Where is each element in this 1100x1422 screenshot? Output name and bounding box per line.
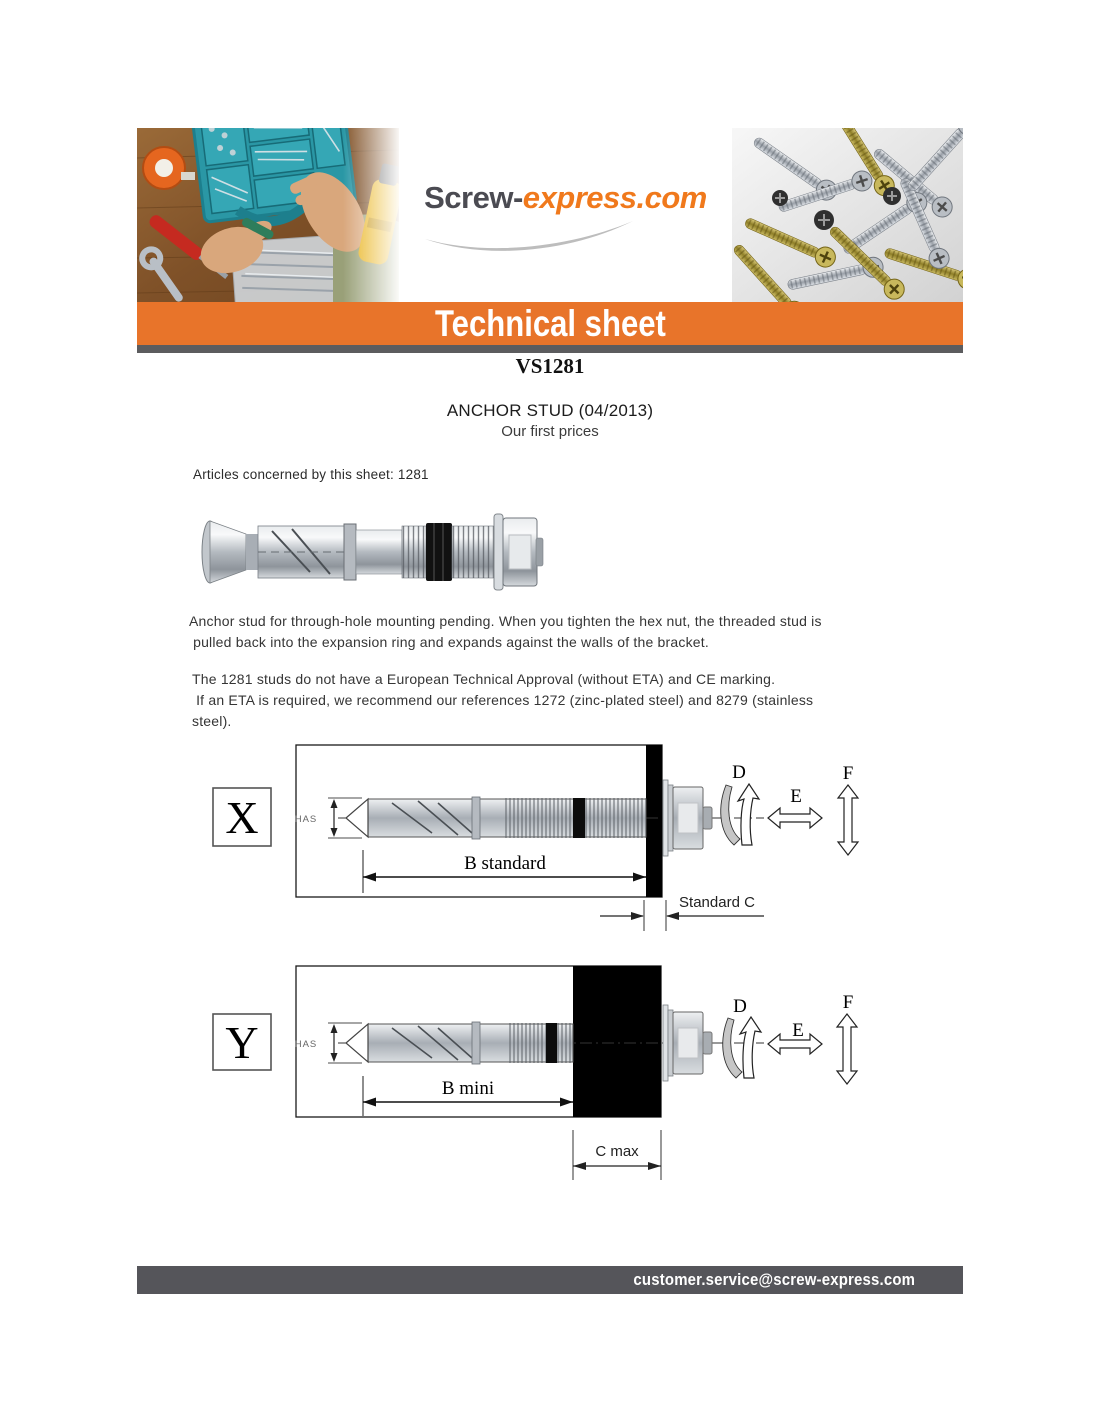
screws-photo-icon <box>732 128 963 302</box>
description-line: Anchor stud for through-hole mounting pending. When you tighten the hex nut, the threaded stud is <box>189 613 822 629</box>
diagram-y <box>180 958 900 1205</box>
axial-arrow-icon <box>838 785 858 855</box>
lateral-label: E <box>790 786 802 807</box>
anchor-stud-photo <box>196 504 544 600</box>
axial-arrow-icon <box>837 1014 857 1084</box>
header-banner <box>137 128 963 302</box>
torque-arrow-icon <box>721 784 759 845</box>
banner-title: Technical sheet <box>434 302 666 344</box>
length-label: B standard <box>464 853 546 874</box>
description-line: steel). <box>192 713 232 729</box>
description-paragraph-2 <box>192 669 813 732</box>
logo-text-express: express.com <box>522 179 707 215</box>
footer-email: customer.service@screw-express.com <box>633 1270 915 1289</box>
diagram-x <box>180 735 900 935</box>
workbench-photo-icon <box>137 128 399 302</box>
footer-bar <box>137 1266 963 1294</box>
description-line: pulled back into the expansion ring and expands against the walls of the bracket. <box>189 634 709 650</box>
length-label: B mini <box>441 1078 495 1099</box>
banner-title-bar <box>137 302 963 345</box>
torque-arrow-icon <box>723 1017 761 1078</box>
product-title: ANCHOR STUD (04/2013) <box>446 401 654 420</box>
description-line: The 1281 studs do not have a European Technical Approval (without ETA) and CE marking. <box>192 671 776 687</box>
lateral-label: E <box>792 1020 804 1041</box>
description-paragraph-1 <box>189 611 822 653</box>
divider-bar <box>137 345 963 353</box>
product-subtitle: Our first prices <box>501 423 599 440</box>
fixture-block <box>573 966 661 1117</box>
has-label: HAS <box>294 1039 318 1050</box>
diagram-y-label: Y <box>225 1017 259 1068</box>
torque-label: D <box>733 996 747 1017</box>
diagram-x-label: X <box>225 792 259 843</box>
axial-label: F <box>842 992 854 1013</box>
clamp-label: Standard C <box>679 894 755 911</box>
description-line: If an ETA is required, we recommend our references 1272 (zinc-plated steel) and 8279 (stainless <box>192 692 814 708</box>
logo-text-screw: Screw- <box>424 179 523 215</box>
logo <box>424 180 707 216</box>
washer <box>663 780 668 856</box>
sheet-code: VS1281 <box>515 354 585 378</box>
clamp-label: C max <box>595 1143 639 1160</box>
lateral-arrow-icon <box>768 808 822 828</box>
articles-line: Articles concerned by this sheet: 1281 <box>193 467 429 482</box>
torque-label: D <box>732 762 746 783</box>
fixture-plate <box>646 745 662 897</box>
has-label: HAS <box>294 814 318 825</box>
axial-label: F <box>842 763 854 784</box>
logo-swoosh-icon <box>423 217 638 251</box>
logo-zone <box>399 128 732 302</box>
washer <box>663 1005 668 1081</box>
